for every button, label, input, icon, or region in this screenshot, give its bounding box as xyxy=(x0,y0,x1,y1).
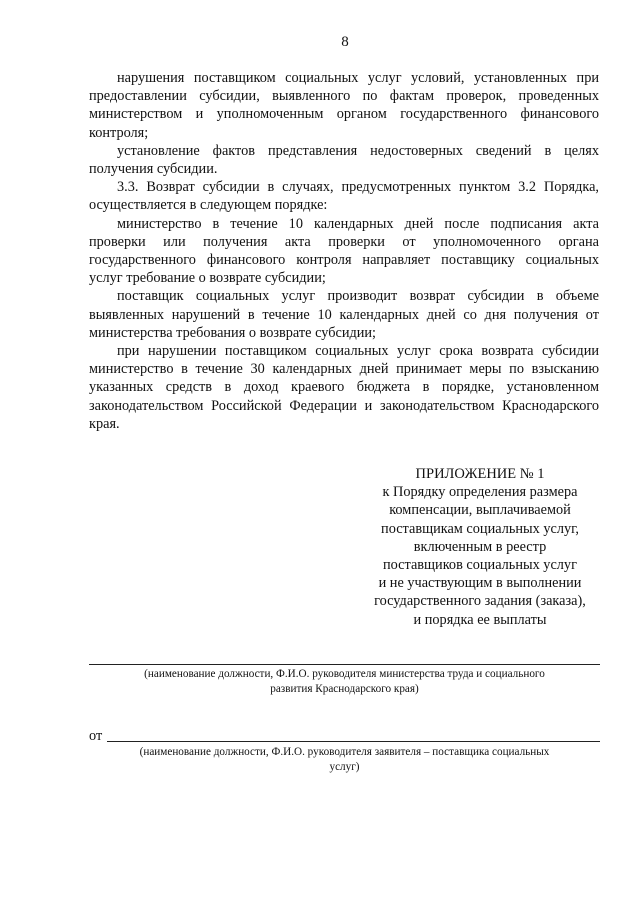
sender-caption-line: (наименование должности, Ф.И.О. руководителя заявителя – поставщика социальных xyxy=(139,746,550,758)
sender-caption-line: услуг) xyxy=(329,761,360,773)
paragraph: при нарушении поставщиком социальных услуг срока возврата субсидии министерство в течение 30 календарных дней принимает меры по взысканию указанных средств в доход краевого бюджета в порядке, установленном законодательством Российской Федерации и законодательством Краснодарского края. xyxy=(89,343,599,432)
appendix-line: государственного задания (заказа), xyxy=(374,593,586,610)
page-number: 8 xyxy=(341,34,349,50)
appendix-line: поставщикам социальных услуг, xyxy=(381,520,579,537)
sender-caption xyxy=(89,745,600,775)
sender-blank-line xyxy=(107,741,600,742)
appendix-line: и порядка ее выплаты xyxy=(413,611,547,628)
appendix-line: и не участвующим в выполнении xyxy=(378,575,582,592)
from-label: от xyxy=(89,728,103,744)
recipient-caption-line: развития Краснодарского края) xyxy=(270,683,419,695)
appendix-line: включенным в реестр xyxy=(413,538,547,555)
appendix-title: ПРИЛОЖЕНИЕ № 1 xyxy=(415,466,545,482)
appendix-line: поставщиков социальных услуг xyxy=(383,557,577,574)
body-text xyxy=(89,69,599,433)
paragraph: поставщик социальных услуг производит возврат субсидии в объеме выявленных нарушений в течение 10 календарных дней со дня получения от министерства требования о возврате субсидии; xyxy=(89,288,599,341)
recipient-caption-line: (наименование должности, Ф.И.О. руководителя министерства труда и социального xyxy=(144,668,545,680)
paragraph: 3.3. Возврат субсидии в случаях, предусмотренных пунктом 3.2 Порядка, осуществляется в следующем порядке: xyxy=(89,179,599,214)
appendix-line: к Порядку определения размера xyxy=(382,484,578,501)
recipient-caption xyxy=(89,667,600,697)
paragraph: нарушения поставщиком социальных услуг условий, установленных при предоставлении субсидии, выявленного по фактам проверок, проведенных министерством и уполномоченным органом государственного финансового контроля; xyxy=(89,70,599,141)
appendix-heading xyxy=(350,465,610,629)
recipient-blank-line xyxy=(89,664,600,665)
appendix-line: компенсации, выплачиваемой xyxy=(389,502,571,519)
paragraph: установление фактов представления недостоверных сведений в целях получения субсидии. xyxy=(89,142,599,178)
paragraph: министерство в течение 10 календарных дней после подписания акта проверки или получения акта проверки от уполномоченного органа государственного финансового контроля направляет поставщику социальных услуг требование о возврате субсидии; xyxy=(89,215,599,287)
